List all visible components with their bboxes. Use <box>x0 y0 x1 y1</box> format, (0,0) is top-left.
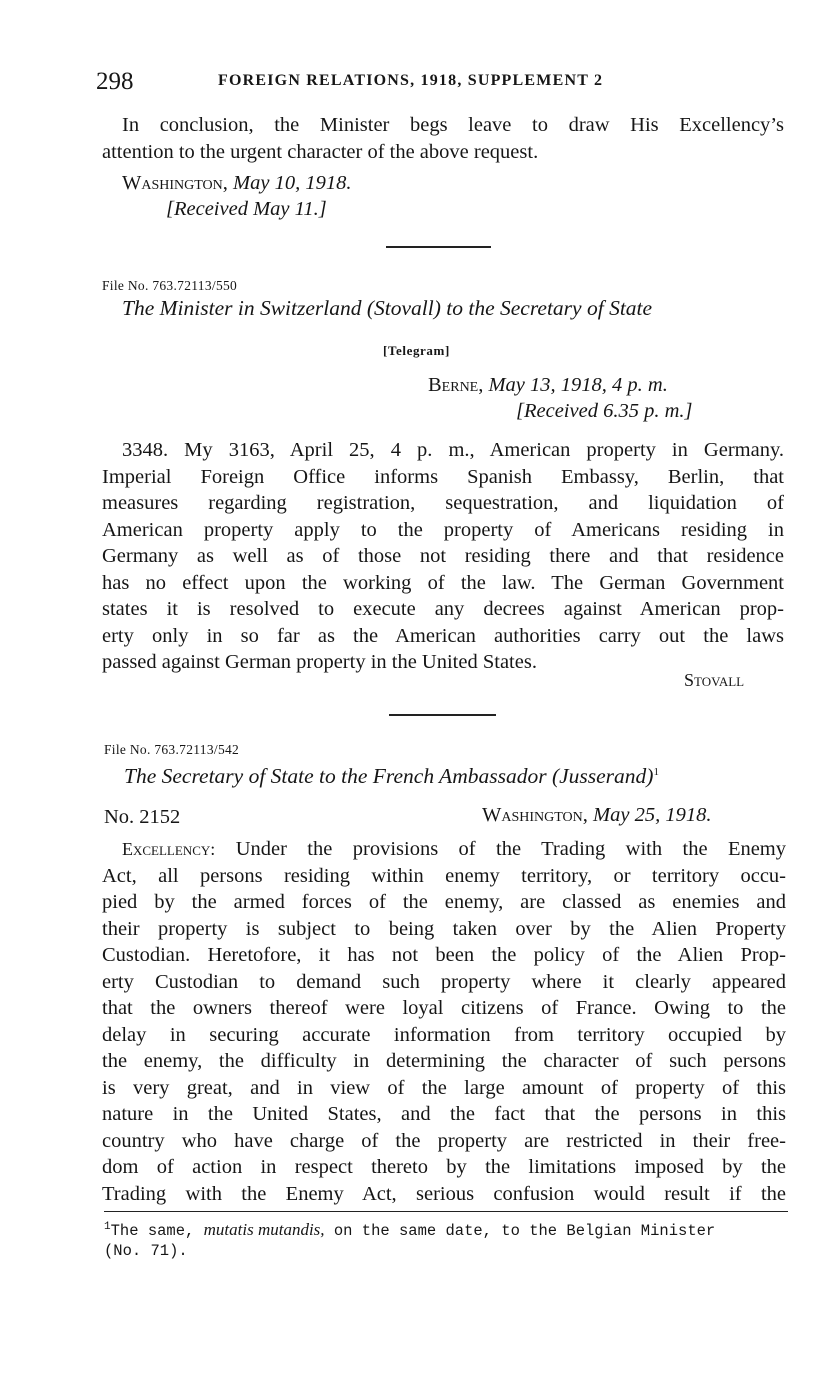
doc3-line: dom of action in respect thereto by the limitations imposed by the <box>102 1156 786 1178</box>
doc3-line: erty Custodian to demand such property where it clearly appeared <box>102 970 786 993</box>
doc3-line: Custodian. Heretofore, it has not been the policy of the Alien Prop- <box>102 944 786 966</box>
doc3-line: Trading with the Enemy Act, serious confusion would result if the <box>102 1182 786 1205</box>
doc2-place: Berne, <box>428 374 484 396</box>
footnote-italic: mutatis mutandis, <box>203 1220 325 1239</box>
footnote-mark: 1 <box>104 1220 111 1233</box>
doc3-date: May 25, 1918. <box>593 804 712 826</box>
doc3-line: delay in securing accurate information from territory occupied by <box>102 1023 786 1046</box>
doc2-line: states it is resolved to execute any decrees against American prop- <box>102 598 784 620</box>
footnote-line: (No. 71). <box>104 1242 188 1260</box>
doc3-file-number: File No. 763.72113/542 <box>104 742 240 757</box>
doc2-received: [Received 6.35 p. m.] <box>516 400 693 422</box>
doc2-body <box>102 437 784 676</box>
running-head: FOREIGN RELATIONS, 1918, SUPPLEMENT 2 <box>218 72 604 89</box>
doc3-line: Act, all persons residing within enemy territory, or territory occu- <box>102 864 786 887</box>
doc3-dateline <box>482 804 711 827</box>
doc3-line: their property is subject to being taken over by the Alien Property <box>102 917 786 940</box>
doc1-paragraph <box>102 112 784 165</box>
doc2-date: May 13, 1918, 4 p. m. <box>488 374 668 396</box>
doc2-line: Imperial Foreign Office informs Spanish Embassy, Berlin, that <box>102 465 784 488</box>
doc2-line: passed against German property in the United States. <box>102 651 537 673</box>
doc3-line: nature in the United States, and the fact that the persons in this <box>102 1103 786 1125</box>
doc2-file-number: File No. 763.72113/550 <box>102 278 238 293</box>
doc3-footnote-mark: 1 <box>653 765 659 778</box>
doc1-place: Washington, <box>122 172 228 194</box>
section-divider <box>389 714 496 716</box>
section-divider <box>386 246 491 248</box>
doc3-line: that the owners thereof were loyal citizens of France. Owing to the <box>102 997 786 1019</box>
doc3-line <box>102 836 786 863</box>
doc2-dateline <box>428 374 668 397</box>
doc2-line: measures regarding registration, sequestration, and liquidation of <box>102 492 784 514</box>
footnote-rule <box>104 1211 788 1212</box>
doc1-line: In conclusion, the Minister begs leave to draw His Excellency’s <box>122 114 784 136</box>
doc3-line: the enemy, the difficulty in determining the character of such persons <box>102 1050 786 1072</box>
footnote-text-before: The same, <box>110 1222 195 1240</box>
doc3-title: The Secretary of State to the French Ambassador (Jusserand) <box>124 764 654 788</box>
doc3-place: Washington, <box>482 804 588 826</box>
doc2-title: The Minister in Switzerland (Stovall) to the Secretary of State <box>122 296 653 320</box>
doc3-body <box>102 836 786 1207</box>
doc1-date: May 10, 1918. <box>233 172 352 194</box>
footnote-text-after: on the same date, to the Belgian Minister <box>333 1222 716 1240</box>
doc3-line: is very great, and in view of the large amount of property of this <box>102 1076 786 1099</box>
doc2-line: has no effect upon the working of the law. The German Government <box>102 571 784 594</box>
doc3-line: country who have charge of the property are restricted in their free- <box>102 1129 786 1152</box>
footnote-line <box>104 1220 788 1241</box>
doc3-number: No. 2152 <box>104 806 181 828</box>
footnote <box>104 1220 788 1261</box>
doc3-title-line <box>124 764 659 789</box>
doc3-line: pied by the armed forces of the enemy, are classed as enemies and <box>102 891 786 913</box>
doc2-line: American property apply to the property of Americans residing in <box>102 518 784 541</box>
doc2-line: erty only in so far as the American authorities carry out the laws <box>102 624 784 647</box>
doc2-line: 3348. My 3163, April 25, 4 p. m., American property in Germany. <box>122 439 784 461</box>
page-number: 298 <box>96 68 134 95</box>
doc2-signature: Stovall <box>684 670 745 690</box>
doc2-telegram-label: [Telegram] <box>383 343 450 358</box>
doc2-line: Germany as well as of those not residing there and that residence <box>102 545 784 567</box>
doc1-received: [Received May 11.] <box>166 198 327 220</box>
doc1-dateline <box>122 172 351 195</box>
doc3-salutation: Excellency: <box>122 839 216 859</box>
doc1-line: attention to the urgent character of the above request. <box>102 140 539 163</box>
doc3-first-line-text: Under the provisions of the Trading with the Enemy <box>235 838 787 860</box>
